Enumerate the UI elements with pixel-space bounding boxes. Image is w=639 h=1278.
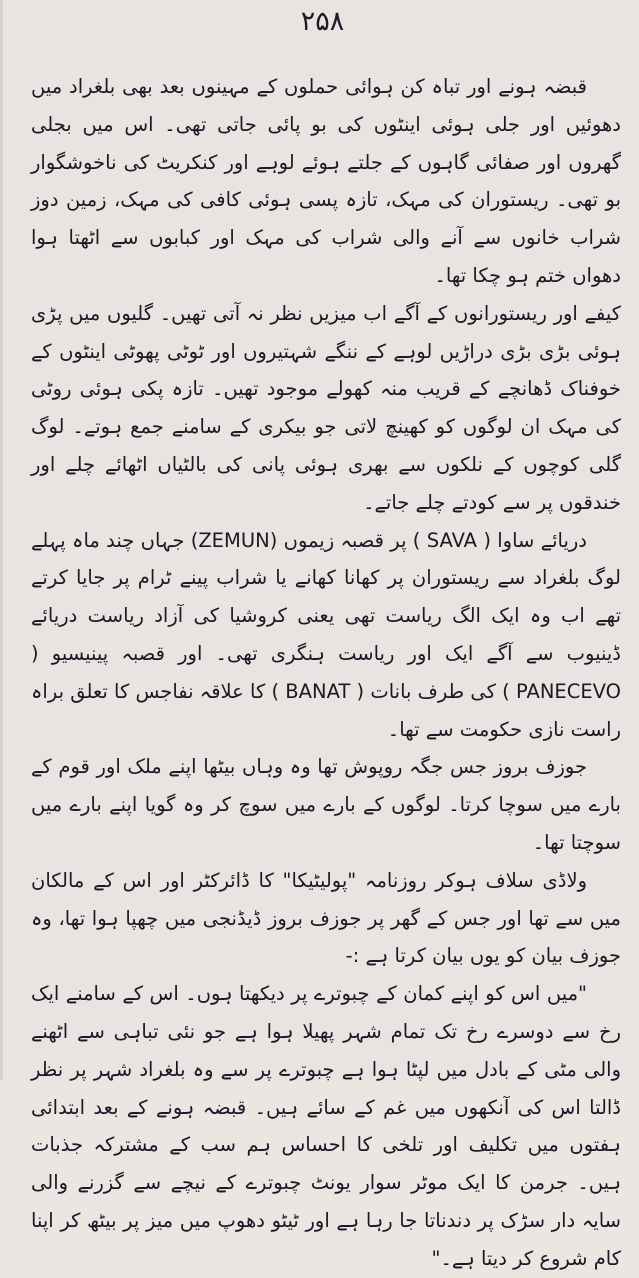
urdu-text-body xyxy=(31,68,622,1270)
paragraph-1: قبضہ ہونے اور تباہ کن ہوائی حملوں کے مہینوں بعد بھی بلغراد میں دھوئیں اور جلی ہوئی اینٹوں کی بو پائی جاتی تھی۔ اس میں بجلی گھروں اور صفائی گاہوں کے جلتے ہوئے لوہے اور کنکریٹ کی ناخوشگوار بو تھی۔ ریستوران کی مہک، تازہ پسی ہوئی کافی کی مہک، زمین دوز شراب خانوں سے آنے والی شراب کی مہک اور کبابوں سے اٹھتا ہوا دھواں ختم ہو چکا تھا۔ xyxy=(31,75,621,287)
paragraph-4: جوزف بروز جس جگہ روپوش تھا وہ وہاں بیٹھا اپنے ملک اور قوم کے بارے میں سوچا کرتا۔ لوگوں کے بارے میں سوچ کر وہ گویا اپنے بارے میں سوچتا تھا۔ xyxy=(31,755,621,854)
paragraph-2: کیفے اور ریستورانوں کے آگے اب میزیں نظر نہ آتی تھیں۔ گلیوں میں پڑی ہوئی بڑی بڑی دراڑیں لوہے کے ننگے شہتیروں اور ٹوٹی پھوٹی اینٹوں کے خوفناک ڈھانچے کے قریب منہ کھولے موجود تھیں۔ تازہ پکی ہوئی روٹی کی مہک ان لوگوں کو کھینچ لاتی جو بیکری کے سامنے جمع ہوتے۔ لوگ گلی کوچوں کے نلکوں سے بھری ہوئی پانی کی بالٹیاں اٹھائے چلے اور خندقوں پر سے کودتے چلے جاتے۔ xyxy=(31,301,621,514)
paragraph-5: ولاڈی سلاف ہوکر روزنامہ "پولیٹیکا" کا ڈائرکٹر اور اس کے مالکان میں سے تھا اور جس کے گھر پر جوزف بروز ڈیڈنجی میں چھپا ہوا تھا، وہ جوزف بیان کو یوں بیان کرتا ہے :- xyxy=(31,868,621,968)
paragraph-6-quote: "میں اس کو اپنے کمان کے چبوترے پر دیکھتا ہوں۔ اس کے سامنے ایک رخ سے دوسرے رخ تک تمام شہر پھیلا ہوا ہے جو نئی تباہی سے اٹھنے والی مٹی کے بادل میں لپٹا ہوا ہے چبوترے پر سے وہ بلغراد شہر پر نظر ڈالتا اس کی آنکھوں میں غم کے سائے ہیں۔ قبضہ ہونے کے بعد ابتدائی ہفتوں میں تکلیف اور تلخی کا احساس ہم سب کے مشترکہ جذبات ہیں۔ جرمن کا ایک موٹر سوار یونٹ چبوترے کے نیچے سے گزرنے والی سایہ دار سڑک پر دندناتا جا رہا ہے اور ٹیٹو دھوپ میں میز پر بیٹھ کر اپنا کام شروع کر دیتا ہے۔" xyxy=(31,982,621,1270)
page-number: ۲۵۸ xyxy=(300,6,345,37)
paragraph-3: دریائے ساوا ( SAVA ) پر قصبہ زیموں (ZEMUN) جہاں چند ماہ پہلے لوگ بلغراد سے ریستوران پر کھانا کھانے یا شراب پینے ٹرام پر جایا کرتے تھے اب وہ ایک الگ ریاست تھی یعنی کروشیا کی آزاد ریاست دریائے ڈینیوب سے آگے ایک اور ریاست ہنگری تھی۔ اور قصبہ پینیسیو ( PANECEVO ) کی طرف بانات ( BANAT ) کا علاقہ نفاجس کا تعلق براہ راست نازی حکومت سے تھا۔ xyxy=(31,528,622,741)
